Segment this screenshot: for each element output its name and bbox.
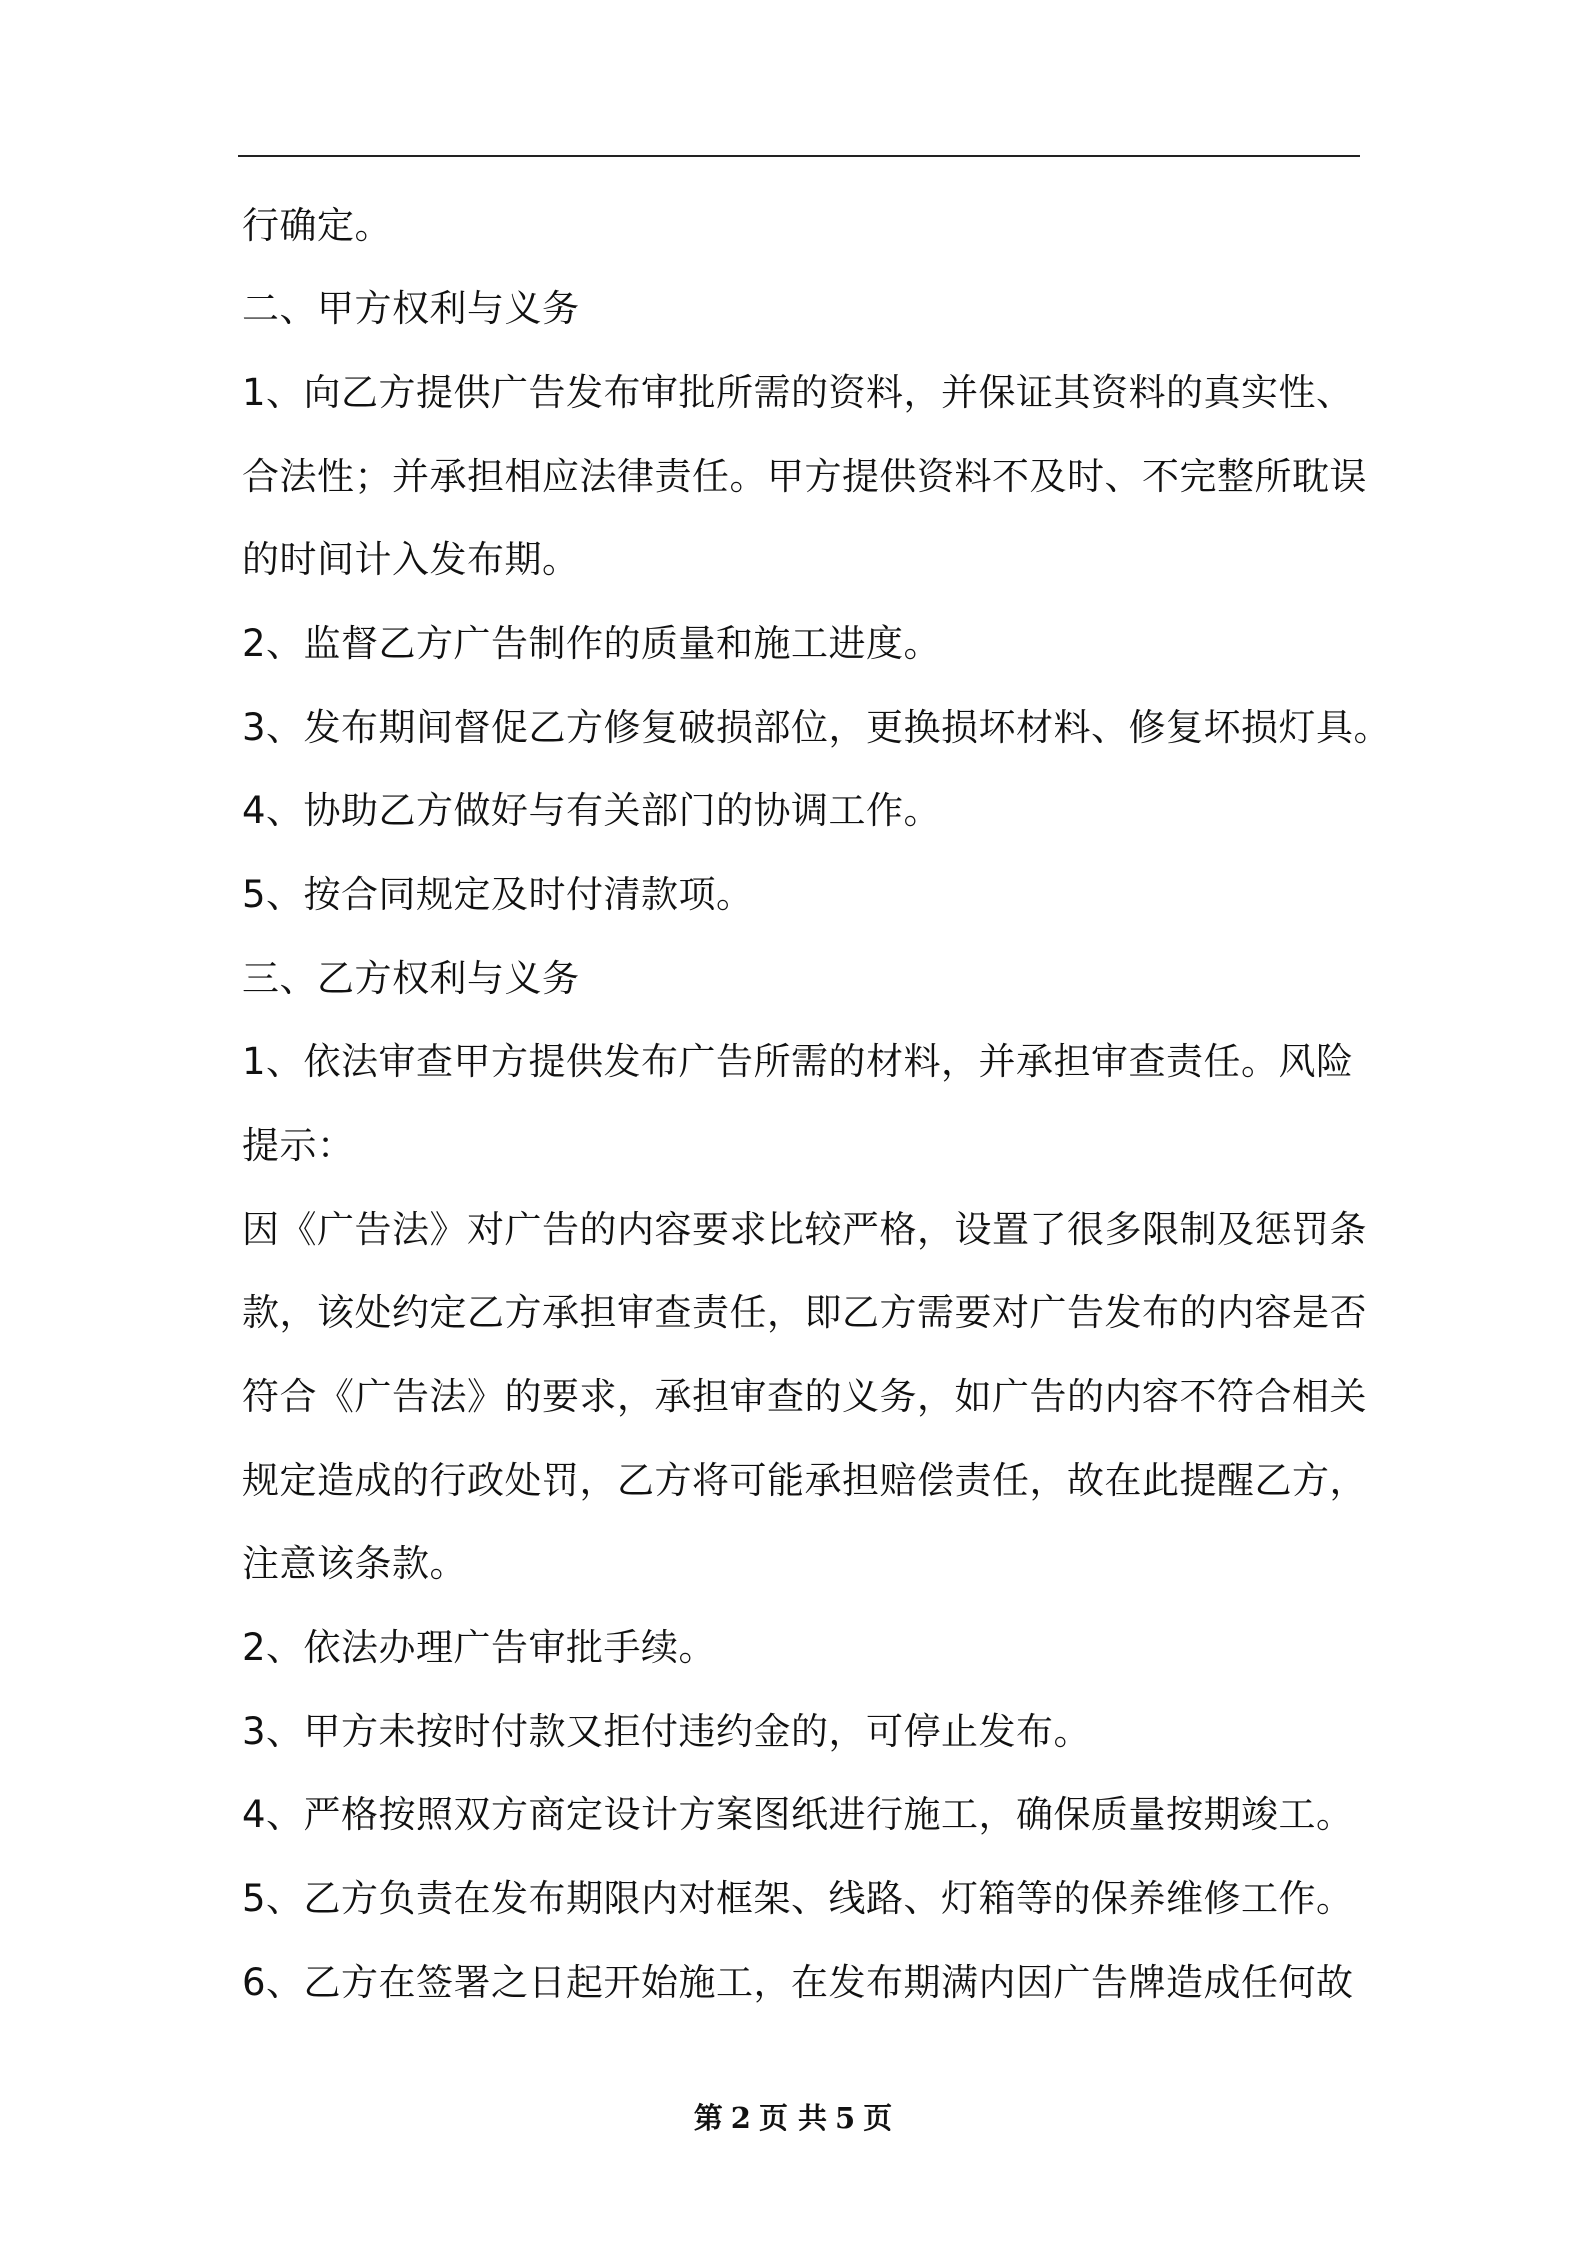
- text-line: 3、甲方未按时付款又拒付违约金的，可停止发布。: [242, 1710, 1092, 1753]
- text-line: 款，该处约定乙方承担审查责任，即乙方需要对广告发布的内容是否: [242, 1291, 1367, 1334]
- text-line: 5、乙方负责在发布期限内对框架、线路、灯箱等的保养维修工作。: [242, 1877, 1354, 1920]
- text-line: 5、按合同规定及时付清款项。: [242, 873, 754, 916]
- text-line: 4、协助乙方做好与有关部门的协调工作。: [242, 789, 942, 832]
- page-footer: [0, 2100, 1586, 2136]
- footer-total-pages: 5: [835, 2101, 856, 2135]
- text-line: 规定造成的行政处罚，乙方将可能承担赔偿责任，故在此提醒乙方，: [242, 1459, 1367, 1502]
- section-heading: 三、乙方权利与义务: [242, 957, 580, 1000]
- footer-suffix: 页: [863, 2101, 893, 2135]
- text-line: 6、乙方在签署之日起开始施工，在发布期满内因广告牌造成任何故: [242, 1961, 1354, 2004]
- header-rule: [238, 155, 1360, 157]
- text-line: 1、依法审查甲方提供发布广告所需的材料，并承担审查责任。风险: [242, 1040, 1354, 1083]
- text-line: 1、向乙方提供广告发布审批所需的资料，并保证其资料的真实性、: [242, 371, 1354, 414]
- text-line: 2、依法办理广告审批手续。: [242, 1626, 717, 1669]
- text-line: 合法性；并承担相应法律责任。甲方提供资料不及时、不完整所耽误: [242, 455, 1367, 498]
- text-line: 3、发布期间督促乙方修复破损部位，更换损坏材料、修复坏损灯具。: [242, 706, 1392, 749]
- text-line: 的时间计入发布期。: [242, 538, 580, 581]
- section-heading: 二、甲方权利与义务: [242, 287, 580, 330]
- text-line: 4、严格按照双方商定设计方案图纸进行施工，确保质量按期竣工。: [242, 1793, 1354, 1836]
- footer-middle: 页 共: [758, 2101, 828, 2135]
- text-line: 因《广告法》对广告的内容要求比较严格，设置了很多限制及惩罚条: [242, 1208, 1367, 1251]
- footer-prefix: 第: [693, 2101, 723, 2135]
- footer-page-number: 2: [730, 2101, 751, 2135]
- text-line: 注意该条款。: [242, 1542, 467, 1585]
- text-line: 2、监督乙方广告制作的质量和施工进度。: [242, 622, 942, 665]
- text-line: 行确定。: [242, 204, 392, 247]
- text-line: 提示：: [242, 1124, 355, 1167]
- text-line: 符合《广告法》的要求，承担审查的义务，如广告的内容不符合相关: [242, 1375, 1367, 1418]
